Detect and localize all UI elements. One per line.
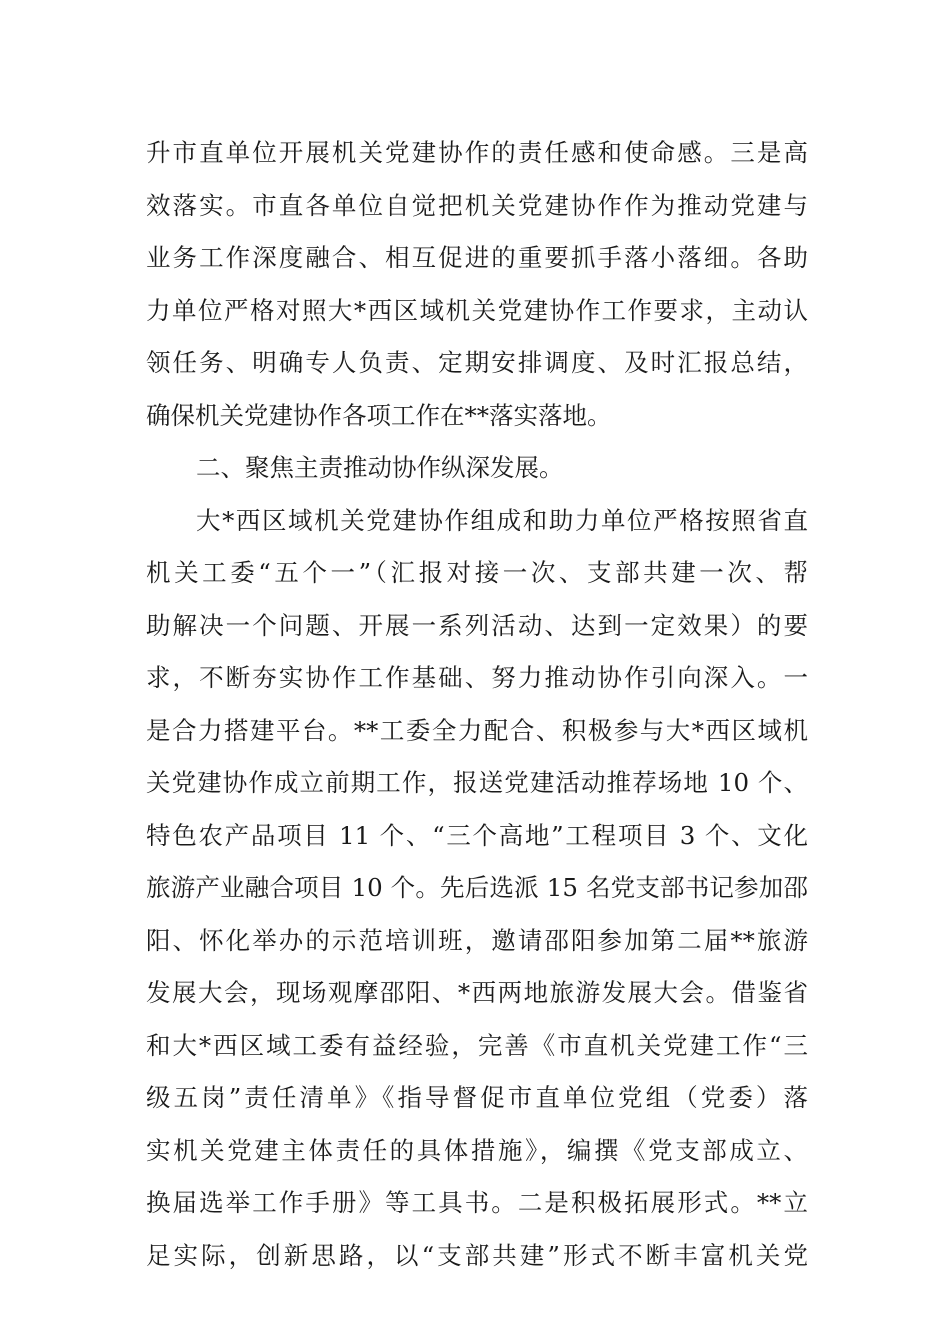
document-body [146,127,808,1282]
body-text-line: 确保机关党建协作各项工作在**落实落地。 [146,400,612,430]
body-text-line: 机关工委“五个一”（汇报对接一次、支部共建一次、帮 [146,558,808,587]
body-text-line: 特色农产品项目 11 个、“三个高地”工程项目 3 个、文化 [146,820,808,850]
body-text-line: 大*西区域机关党建协作组成和助力单位严格按照省直 [196,505,808,535]
section-heading: 二、聚焦主责推动协作纵深发展。 [196,453,564,482]
body-text-line: 领任务、明确专人负责、定期安排调度、及时汇报总结， [146,348,808,377]
body-text-line: 业务工作深度融合、相互促进的重要抓手落小落细。各助 [146,243,808,272]
body-text-line: 足实际，创新思路，以“支部共建”形式不断丰富机关党 [146,1240,808,1270]
body-text-line: 换届选举工作手册》等工具书。二是积极拓展形式。**立 [146,1188,808,1217]
body-text-line: 求，不断夯实协作工作基础、努力推动协作引向深入。一 [146,663,808,692]
body-text-line: 旅游产业融合项目 10 个。先后选派 15 名党支部书记参加邵 [146,873,808,902]
body-text-line: 发展大会，现场观摩邵阳、*西两地旅游发展大会。借鉴省 [146,978,808,1007]
body-text-line: 阳、怀化举办的示范培训班，邀请邵阳参加第二届**旅游 [146,925,808,955]
body-text-line: 和大*西区域工委有益经验，完善《市直机关党建工作“三 [146,1030,808,1060]
body-text-line: 力单位严格对照大*西区域机关党建协作工作要求，主动认 [146,295,808,325]
body-text-line: 是合力搭建平台。**工委全力配合、积极参与大*西区域机 [146,715,808,745]
body-text-line: 助解决一个问题、开展一系列活动、达到一定效果）的要 [146,610,808,640]
body-text-line: 升市直单位开展机关党建协作的责任感和使命感。三是高 [146,138,808,167]
body-text-line: 关党建协作成立前期工作，报送党建活动推荐场地 10 个、 [146,768,808,797]
body-text-line: 效落实。市直各单位自觉把机关党建协作作为推动党建与 [146,190,808,220]
body-text-line: 级五岗”责任清单》《指导督促市直单位党组（党委）落 [146,1083,808,1112]
body-text-line: 实机关党建主体责任的具体措施》，编撰《党支部成立、 [146,1135,808,1165]
